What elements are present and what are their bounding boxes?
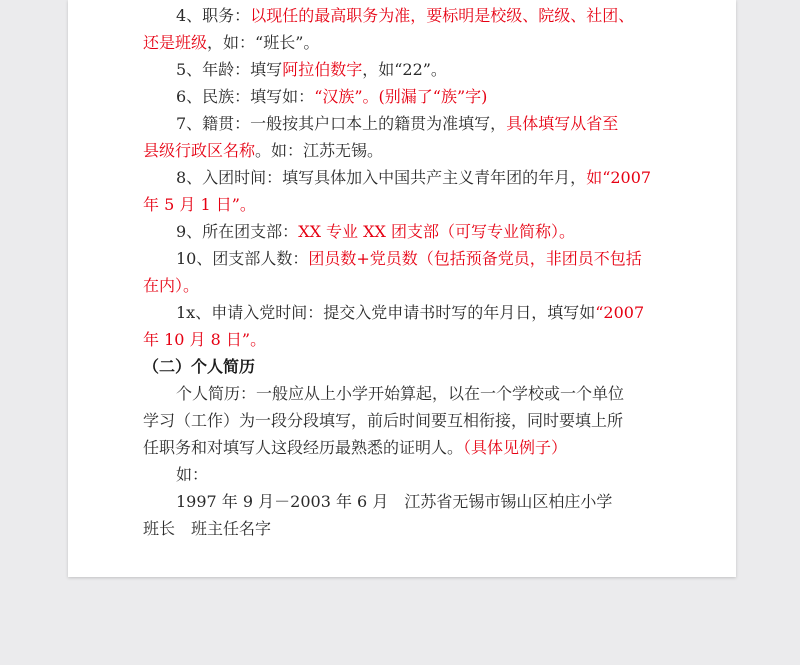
item-label: 5、年龄：填写 bbox=[176, 60, 283, 79]
item-label: 8、入团时间：填写具体加入中国共产主义青年团的年月， bbox=[176, 168, 587, 187]
item-party-date-cont bbox=[143, 328, 266, 352]
item-origin-cont bbox=[143, 139, 383, 163]
item-label: 7、籍贯：一般按其户口本上的籍贯为准填写， bbox=[176, 114, 507, 133]
resume-highlight: （具体见例子） bbox=[463, 438, 568, 457]
item-label: 6、民族：填写如： bbox=[176, 87, 315, 106]
item-highlight: 年 5 月 1 日”。 bbox=[143, 195, 256, 214]
resume-text: 任职务和对填写人这段经历最熟悉的证明人。 bbox=[143, 438, 464, 457]
item-highlight: 年 10 月 8 日”。 bbox=[143, 330, 267, 349]
item-label: 10、团支部人数： bbox=[176, 249, 309, 268]
item-league-date-cont bbox=[143, 193, 256, 217]
document-page bbox=[68, 0, 736, 577]
item-origin bbox=[176, 112, 618, 136]
item-branch bbox=[176, 220, 575, 244]
item-text: 。如：江苏无锡。 bbox=[255, 141, 384, 160]
item-label: 1x、申请入党时间：提交入党申请书时写的年月日，填写如 bbox=[176, 303, 596, 322]
item-highlight: XX 专业 XX 团支部（可写专业简称）。 bbox=[298, 222, 576, 241]
item-party-date bbox=[176, 301, 644, 325]
example-line: 1997 年 9 月－2003 年 6 月 江苏省无锡市锡山区柏庄小学 bbox=[176, 492, 613, 511]
resume-paragraph-line: 学习（工作）为一段分段填写，前后时间要互相衔接，同时要填上所 bbox=[143, 411, 624, 430]
item-highlight: 以现任的最高职务为准，要标明是校级、院级、社团、 bbox=[250, 6, 635, 25]
item-highlight: “汉族”。(别漏了“族”字) bbox=[314, 87, 488, 106]
item-highlight: 还是班级 bbox=[143, 33, 208, 52]
item-age bbox=[176, 58, 447, 82]
item-highlight: 阿拉伯数字 bbox=[282, 60, 363, 79]
example-label: 如： bbox=[176, 465, 209, 484]
item-position bbox=[176, 4, 634, 28]
item-text: ，如“22”。 bbox=[362, 60, 447, 79]
section-title: （二）个人简历 bbox=[143, 357, 256, 376]
item-highlight: “2007 bbox=[595, 303, 645, 322]
item-highlight: 具体填写从省至 bbox=[506, 114, 619, 133]
item-label: 9、所在团支部： bbox=[176, 222, 299, 241]
item-highlight: 县级行政区名称 bbox=[143, 141, 256, 160]
item-highlight: 在内）。 bbox=[143, 276, 200, 295]
item-label: 4、职务： bbox=[176, 6, 251, 25]
item-branch-count bbox=[176, 247, 642, 271]
item-league-date bbox=[176, 166, 651, 190]
item-branch-count-cont bbox=[143, 274, 199, 298]
item-ethnicity bbox=[176, 85, 487, 109]
item-highlight: 团员数+党员数（包括预备党员，非团员不包括 bbox=[308, 249, 642, 268]
example-line: 班长 班主任名字 bbox=[143, 519, 272, 538]
item-position-cont bbox=[143, 31, 319, 55]
item-text: ，如：“班长”。 bbox=[207, 33, 320, 52]
resume-paragraph-line bbox=[143, 436, 567, 460]
item-highlight: 如“2007 bbox=[586, 168, 652, 187]
resume-paragraph-line: 个人简历：一般应从上小学开始算起，以在一个学校或一个单位 bbox=[176, 384, 625, 403]
